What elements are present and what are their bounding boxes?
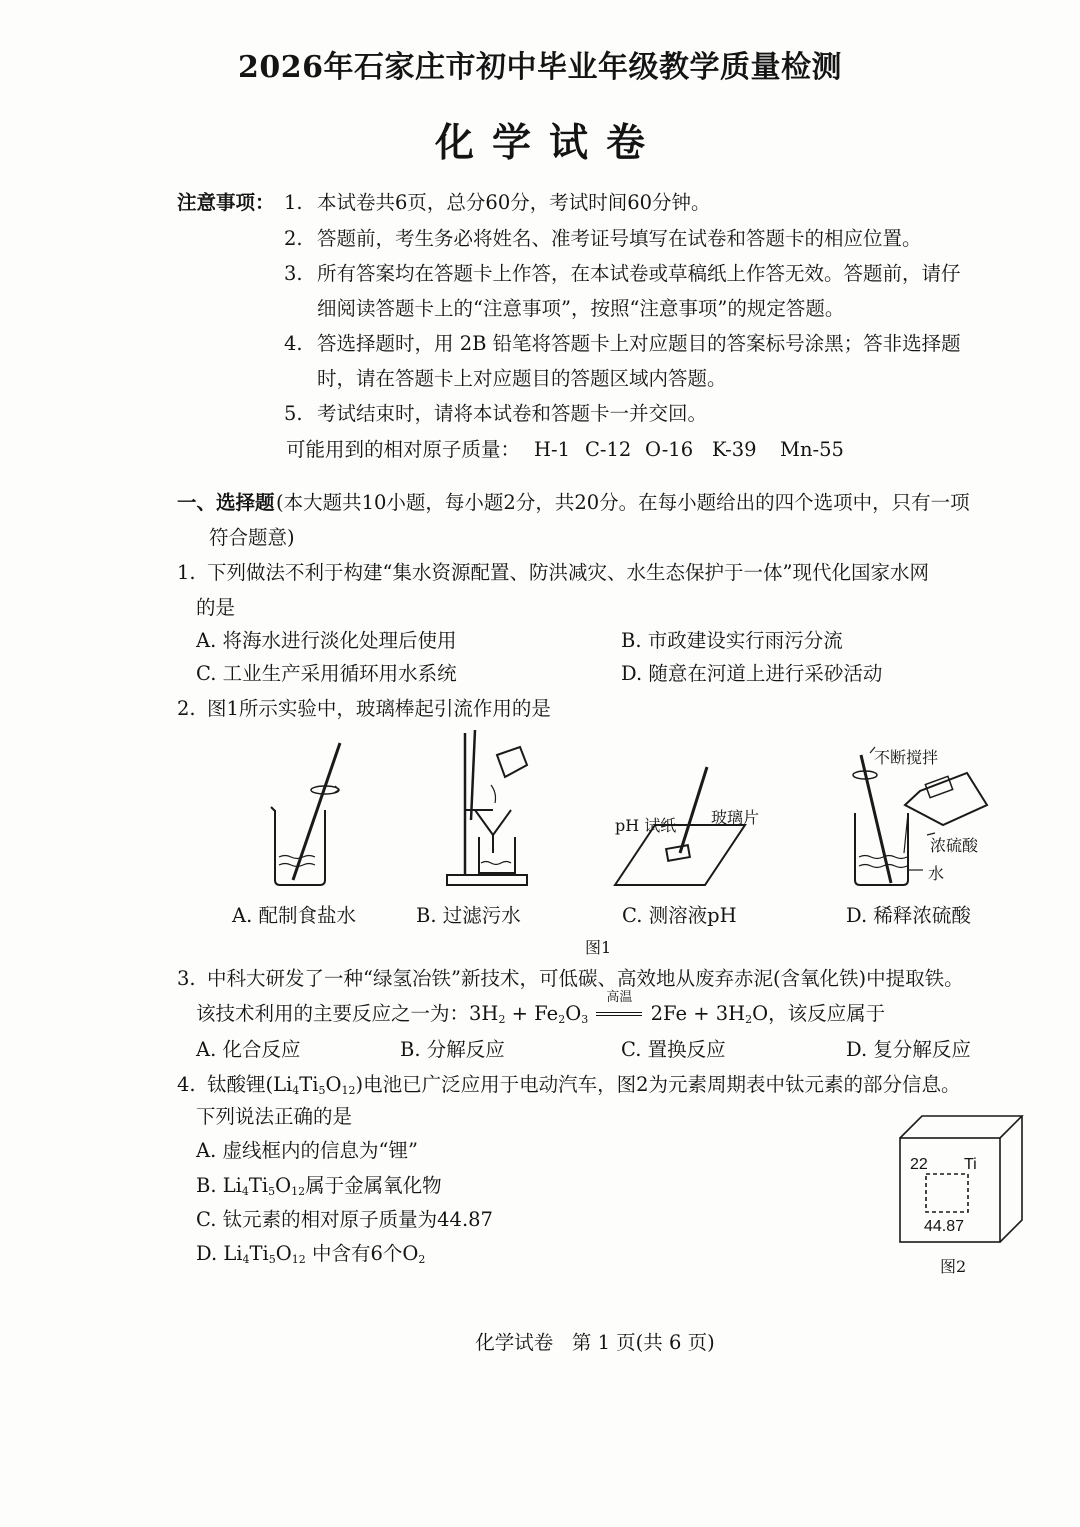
atomic-mass-o: O-16	[645, 438, 694, 461]
notice-num-4: 4.	[284, 332, 303, 355]
label-ph-paper: pH 试纸	[615, 816, 677, 835]
section-heading: 一、选择题	[177, 491, 275, 514]
option-key: C.	[621, 1038, 642, 1061]
notice-num-5: 5.	[284, 402, 303, 425]
formula-li4ti5o12: $Li_4Ti_5O_{12}$	[223, 1242, 306, 1266]
q4-stem	[207, 1075, 961, 1095]
option-text: 过滤污水	[442, 904, 521, 927]
option-text: 虚线框内的信息为“锂”	[222, 1139, 418, 1162]
option-key: C.	[196, 1208, 217, 1231]
q4-stem-pre: 钛酸锂(	[207, 1073, 274, 1096]
option-key: D.	[621, 662, 643, 685]
option-text: 中含有6个	[311, 1242, 403, 1265]
option-text: 市政建设实行雨污分流	[647, 629, 843, 652]
label-stir: 不断搅拌	[874, 748, 939, 767]
q1-number: 1.	[177, 561, 196, 584]
q3-stem-pre: 该技术利用的主要反应之一为：	[196, 1002, 470, 1025]
formula-li4ti5o12: $Li_4Ti_5O_{12}$	[222, 1174, 306, 1198]
q1-option-a	[196, 631, 457, 651]
q4-stem-post: )电池已广泛应用于电动汽车，图2为元素周期表中钛元素的部分信息。	[355, 1073, 961, 1096]
atomic-mass-label: 可能用到的相对原子质量：	[286, 438, 521, 461]
option-text: 钛元素的相对原子质量为44.87	[222, 1208, 493, 1231]
q3-stem-post: ，该反应属于	[768, 1002, 886, 1025]
q4-option-b	[196, 1176, 442, 1196]
option-text: 复分解反应	[873, 1038, 971, 1061]
filtration-illustration	[447, 730, 527, 885]
beaker-stir-illustration	[271, 743, 340, 885]
subject-title: 化学试卷	[434, 120, 663, 166]
q3-stem: 中科大研发了一种“绿氢冶铁”新技术，可低碳、高效地从废弃赤泥(含氧化铁)中提取铁。	[207, 967, 964, 990]
atomic-mass-h: H-1	[534, 438, 571, 461]
q1-option-d	[621, 664, 882, 684]
dashed-name-box	[926, 1174, 968, 1212]
exam-title: 2026年石家庄市初中毕业年级教学质量检测	[238, 50, 842, 85]
option-key: D.	[196, 1242, 218, 1265]
element-symbol: Ti	[964, 1156, 977, 1173]
option-key: A.	[196, 629, 217, 652]
q3-stem-cont	[196, 990, 886, 1026]
option-key: B.	[196, 1174, 217, 1197]
option-key: A.	[196, 1038, 217, 1061]
q3-number: 3.	[177, 967, 196, 990]
option-text: 工业生产采用循环用水系统	[222, 662, 457, 685]
option-text: 将海水进行淡化处理后使用	[222, 629, 457, 652]
q1-stem-cont: 的是	[196, 596, 236, 619]
option-text: 置换反应	[647, 1038, 726, 1061]
notice-text-2: 答题前，考生务必将姓名、准考证号填写在试卷和答题卡的相应位置。	[317, 227, 922, 250]
option-text: 配制食盐水	[258, 904, 356, 927]
option-key: A.	[232, 904, 253, 927]
reaction-products: $2Fe + 3H_2O$	[650, 1002, 769, 1026]
formula-o2: $O_2$	[402, 1242, 426, 1266]
q3-option-d	[846, 1040, 971, 1060]
option-key: D.	[846, 1038, 868, 1061]
atomic-mass-c: C-12	[585, 438, 632, 461]
notice-num-2: 2.	[284, 227, 303, 250]
q2-option-c	[622, 900, 737, 928]
notice-num-3: 3.	[284, 262, 303, 285]
reaction-reactants: $3H_2 + Fe_2O_3$	[469, 1002, 589, 1026]
reaction-condition: 高温	[606, 990, 633, 1005]
option-text: 属于金属氧化物	[305, 1174, 442, 1197]
q2-stem: 图1所示实验中，玻璃棒起引流作用的是	[207, 697, 551, 720]
notice-num-1: 1.	[284, 191, 303, 214]
q1-option-b	[621, 631, 843, 651]
element-mass: 44.87	[924, 1218, 965, 1235]
option-key: B.	[416, 904, 437, 927]
option-key: B.	[621, 629, 642, 652]
option-text: 测溶液pH	[648, 904, 737, 927]
notice-text-4-cont: 时，请在答题卡上对应题目的答题区域内答题。	[317, 367, 727, 390]
notice-text-4: 答选择题时，用 2B 铅笔将答题卡上对应题目的答案标号涂黑；答非选择题	[317, 332, 961, 355]
q4-option-c	[196, 1210, 493, 1230]
option-text: 化合反应	[222, 1038, 301, 1061]
notice-label: 注意事项：	[177, 191, 275, 214]
label-acid: 浓硫酸	[930, 836, 979, 855]
option-text: 随意在河道上进行采砂活动	[648, 662, 883, 685]
q3-option-c	[621, 1040, 726, 1060]
q2-option-b	[416, 900, 521, 928]
q4-stem-cont: 下列说法正确的是	[196, 1105, 353, 1128]
section-desc-cont: 符合题意)	[209, 526, 295, 549]
option-key: A.	[196, 1139, 217, 1162]
option-key: D.	[846, 904, 868, 927]
option-text: 稀释浓硫酸	[873, 904, 971, 927]
figure-1-caption: 图1	[585, 938, 612, 957]
section-desc: (本大题共10小题，每小题2分，共20分。在每小题给出的四个选项中，只有一项	[276, 491, 970, 514]
q1-option-c	[196, 664, 457, 684]
q2-number: 2.	[177, 697, 196, 720]
notice-text-3: 所有答案均在答题卡上作答，在本试卷或草稿纸上作答无效。答题前，请仔	[317, 262, 961, 285]
option-key: B.	[400, 1038, 421, 1061]
reaction-arrow	[594, 990, 644, 1024]
notice-text-1: 本试卷共6页，总分60分，考试时间60分钟。	[317, 191, 711, 214]
q4-option-a	[196, 1141, 418, 1161]
formula-li4ti5o12: $Li_4Ti_5O_{12}$	[273, 1073, 356, 1097]
label-glass-plate: 玻璃片	[711, 808, 760, 827]
q2-option-d	[846, 900, 971, 928]
notice-text-5: 考试结束时，请将本试卷和答题卡一并交回。	[317, 402, 708, 425]
q4-option-d	[196, 1244, 425, 1264]
q2-option-a	[232, 900, 356, 928]
q3-option-b	[400, 1040, 505, 1060]
q1-stem: 下列做法不利于构建“集水资源配置、防洪减灾、水生态保护于一体”现代化国家水网	[207, 561, 929, 584]
option-key: C.	[196, 662, 217, 685]
option-key: C.	[622, 904, 643, 927]
element-number: 22	[910, 1156, 928, 1173]
label-water: 水	[928, 864, 945, 883]
q3-option-a	[196, 1040, 301, 1060]
q4-number: 4.	[177, 1073, 196, 1096]
figure-2-caption: 图2	[940, 1257, 967, 1276]
page-footer: 化学试卷 第 1 页(共 6 页)	[475, 1331, 715, 1354]
option-text: 分解反应	[426, 1038, 505, 1061]
atomic-mass-k: K-39	[712, 438, 757, 461]
atomic-mass-mn: Mn-55	[780, 438, 844, 461]
notice-text-3-cont: 细阅读答题卡上的“注意事项”，按照“注意事项”的规定答题。	[317, 297, 845, 320]
